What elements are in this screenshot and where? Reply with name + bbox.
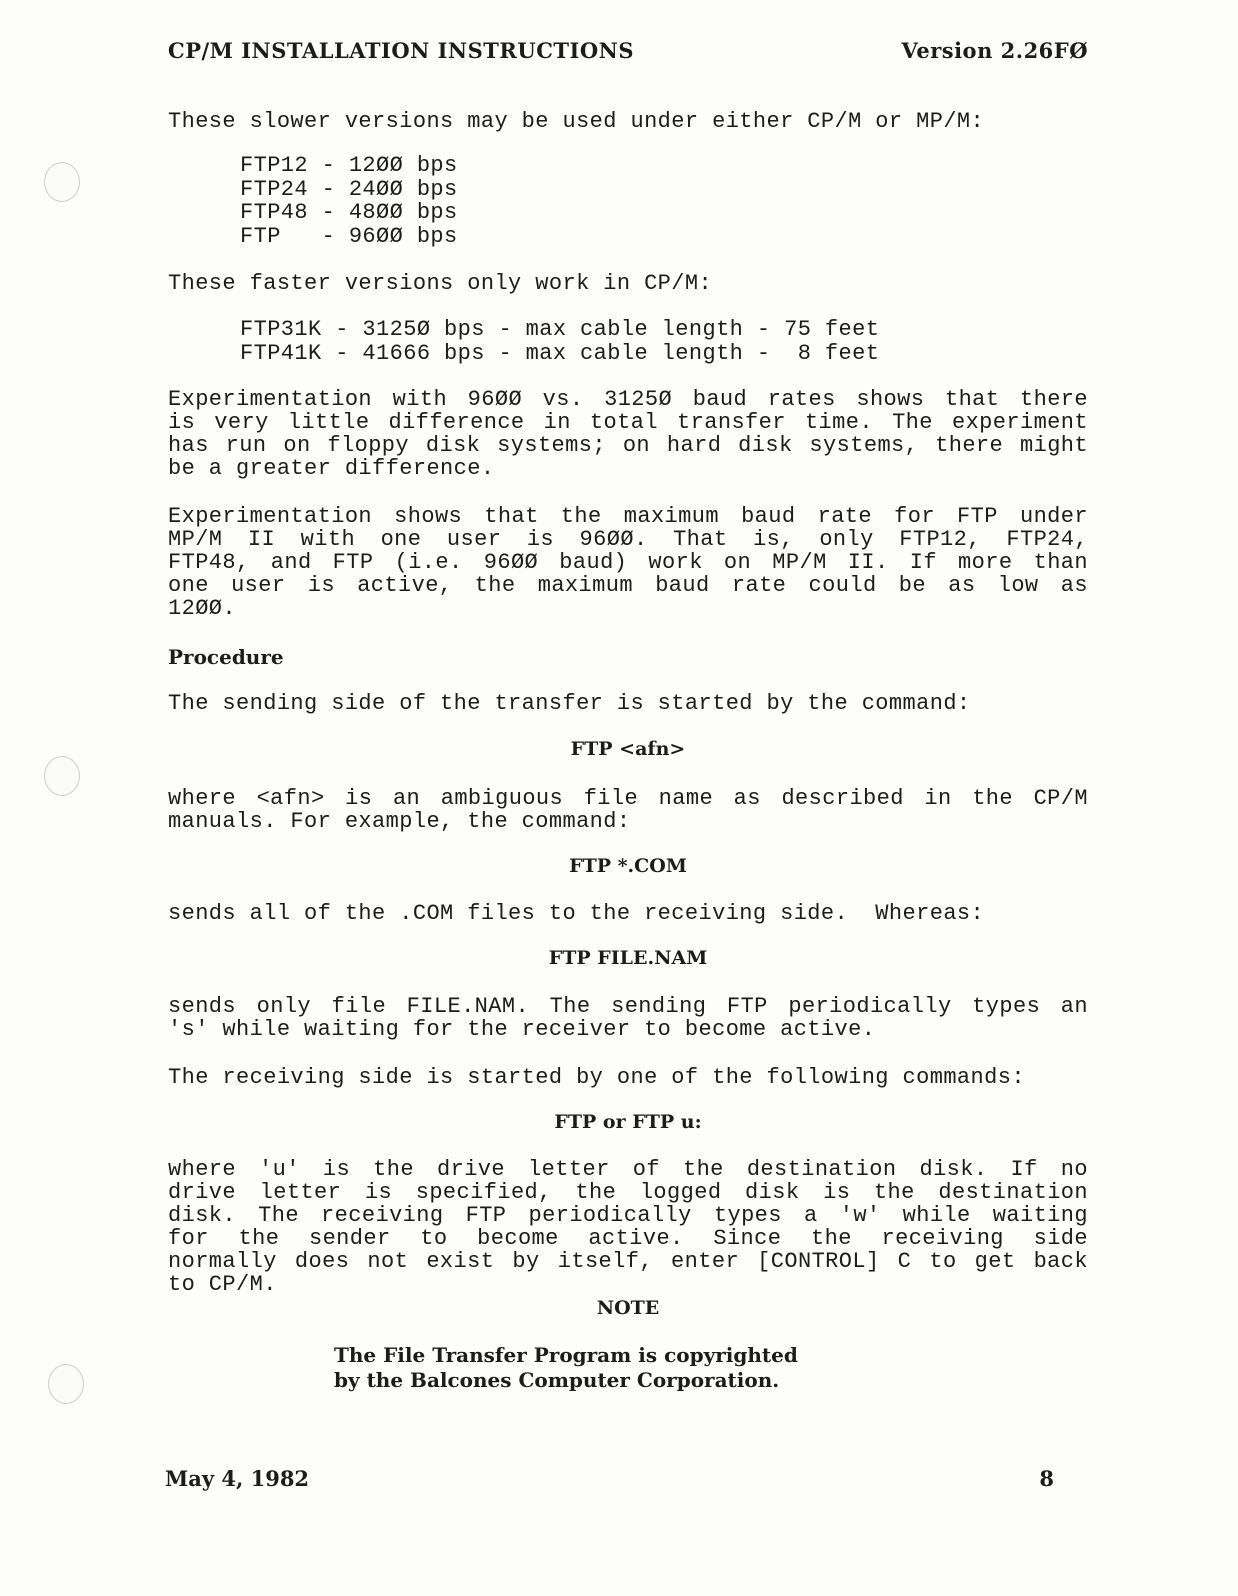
procedure-heading: Procedure — [168, 645, 284, 669]
command-ftp-receive: FTP or FTP u: — [554, 1111, 702, 1133]
paragraph-mpm-experiment: Experimentation shows that the maximum baud rate for FTP under MP/M II with one user is 96ØØ. That is, only FTP12, FTP24, FTP48, and FTP (i.e. 96ØØ baud) work on MP/M II. If more than one user is active, the maximum baud rate could be as low as 12ØØ. — [168, 504, 1088, 621]
command-ftp-afn: FTP <afn> — [570, 738, 686, 760]
receive-intro: The receiving side is started by one of the following commands: — [168, 1065, 1025, 1090]
note-heading: NOTE — [596, 1297, 660, 1319]
send-intro: The sending side of the transfer is started by the command: — [168, 691, 971, 716]
command-ftp-com: FTP *.COM — [569, 855, 687, 877]
sends-all-text: sends all of the .COM files to the receiving side. Whereas: — [168, 901, 985, 926]
slow-versions-intro: These slower versions may be used under either CP/M or MP/M: — [168, 109, 985, 134]
punch-hole — [44, 162, 80, 202]
punch-hole — [48, 1364, 84, 1404]
header-title: CP/M INSTALLATION INSTRUCTIONS — [168, 38, 635, 63]
copyright-notice: The File Transfer Program is copyrighted by the Balcones Computer Corporation. — [334, 1343, 798, 1392]
list-item: FTP - 96ØØ bps — [240, 223, 458, 249]
afn-description: where <afn> is an ambiguous file name as described in the CP/M manuals. For example, the command: — [168, 786, 1088, 834]
page-number: 8 — [1039, 1466, 1054, 1491]
header-version: Version 2.26FØ — [901, 38, 1088, 63]
sends-only-text: sends only file FILE.NAM. The sending FTP periodically types an 's' while waiting for the receiver to become active. — [168, 994, 1088, 1042]
fast-versions-list — [240, 318, 879, 365]
list-item: FTP48 - 48ØØ bps — [240, 200, 458, 225]
footer-date: May 4, 1982 — [165, 1466, 310, 1491]
list-item: FTP31K - 3125Ø bps - max cable length - 75 feet — [240, 317, 880, 342]
list-item: FTP12 - 12ØØ bps — [240, 153, 458, 178]
fast-versions-intro: These faster versions only work in CP/M: — [168, 271, 713, 296]
command-ftp-filename: FTP FILE.NAM — [548, 947, 708, 969]
punch-hole — [44, 756, 80, 796]
slow-versions-list — [240, 154, 458, 248]
receive-description: where 'u' is the drive letter of the destination disk. If no drive letter is specified, the logged disk is the destination disk. The receiving FTP periodically types a 'w' while waiting for the sender to become active. Since the receiving side normally does not exist by itself, enter [CONTROL] C to get back to CP/M. — [168, 1157, 1088, 1297]
list-item: FTP41K - 41666 bps - max cable length - 8 feet — [240, 340, 880, 366]
paragraph-baud-experiment: Experimentation with 96ØØ vs. 3125Ø baud rates shows that there is very little difference in total transfer time. The experiment has run on floppy disk systems; on hard disk systems, there might be a greater difference. — [168, 387, 1088, 481]
list-item: FTP24 - 24ØØ bps — [240, 176, 458, 202]
